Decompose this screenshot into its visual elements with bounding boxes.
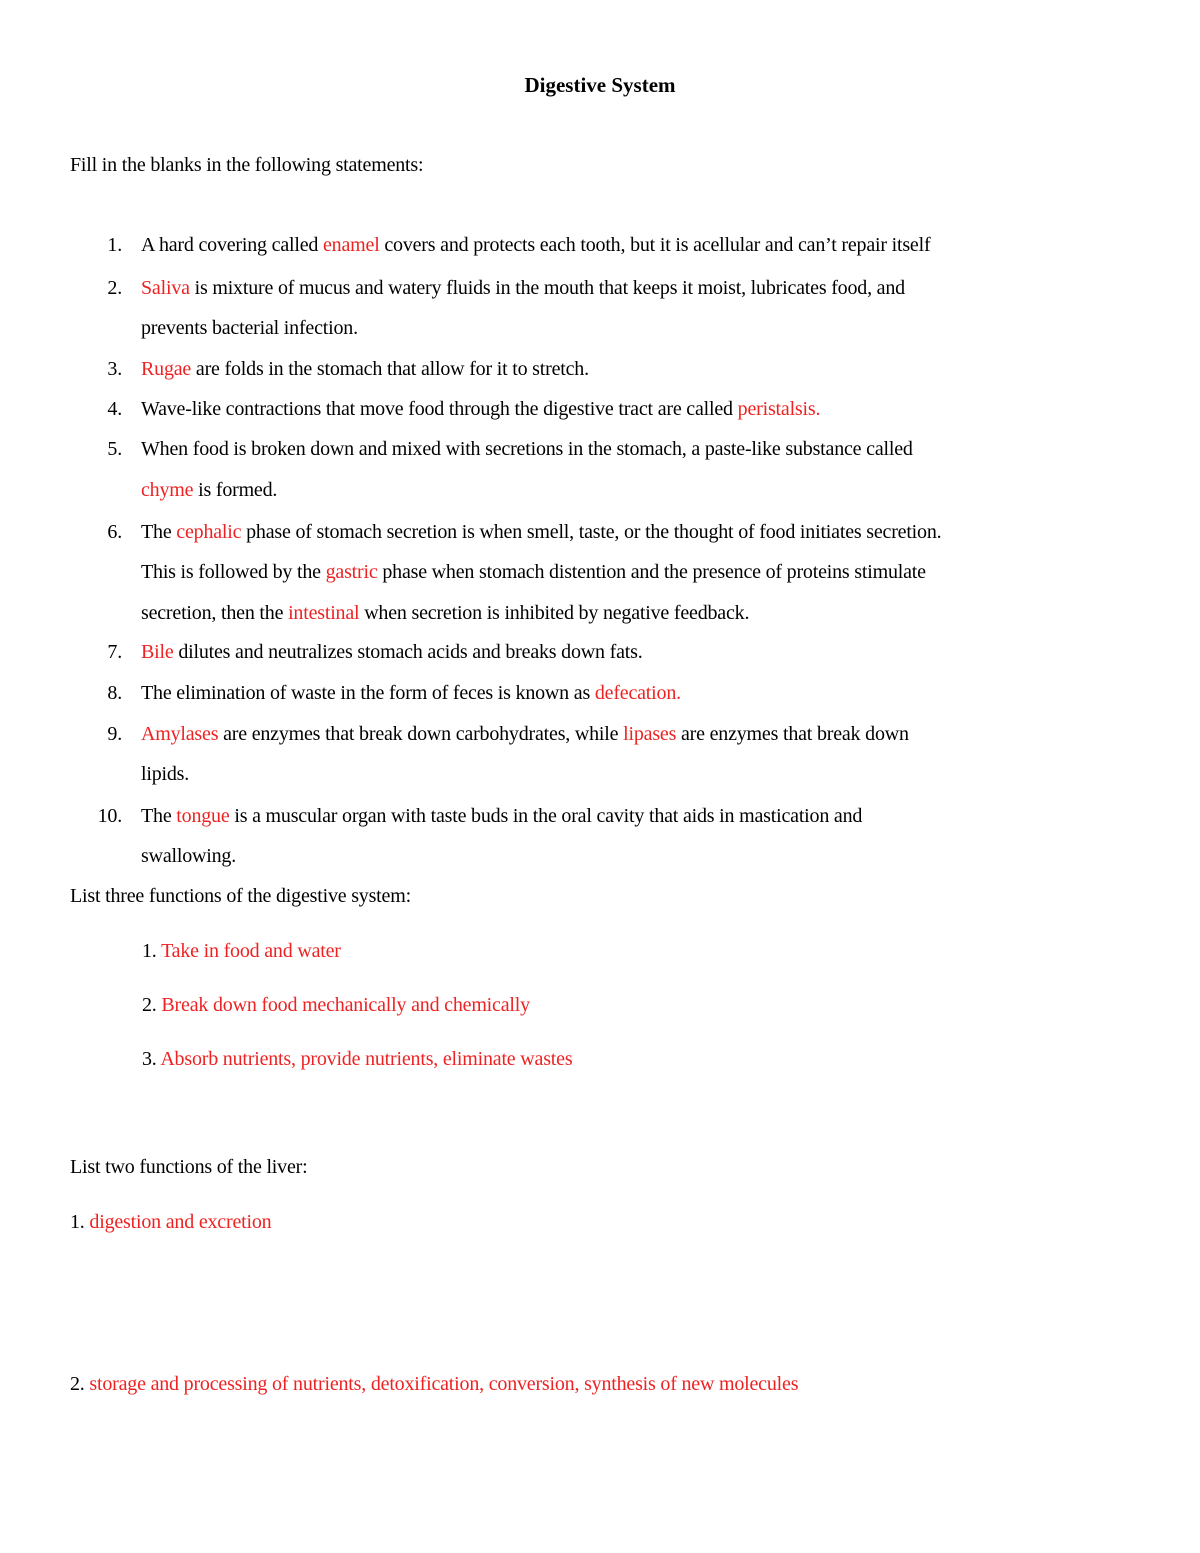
- list-item-line: [141, 761, 189, 787]
- list-item-number: 3.: [107, 358, 122, 380]
- digestive-function-number: 3.: [142, 1048, 157, 1070]
- statement-text: secretion, then the: [141, 602, 289, 624]
- list-item-number: 5.: [107, 438, 122, 460]
- list-item-number: 9.: [107, 723, 122, 745]
- digestive-functions-heading: List three functions of the digestive system:: [70, 885, 411, 907]
- statement-text: when secretion is inhibited by negative feedback.: [359, 602, 750, 624]
- statement-text: A hard covering called: [141, 234, 323, 256]
- list-item-line: [141, 436, 913, 462]
- digestive-function-3: [142, 1046, 572, 1072]
- list-item-line: [141, 639, 643, 665]
- liver-function-answer: storage and processing of nutrients, detoxification, conversion, synthesis of new molecules: [89, 1373, 799, 1395]
- digestive-function-number: 2.: [142, 994, 157, 1016]
- digestive-function-number: 1.: [142, 940, 157, 962]
- answer-text: peristalsis.: [737, 398, 821, 420]
- list-item-line: [141, 680, 681, 706]
- list-item-line: [141, 232, 930, 258]
- answer-text: Saliva: [141, 277, 190, 299]
- statement-text: phase when stomach distention and the presence of proteins stimulate: [377, 561, 926, 583]
- statement-text: are enzymes that break down: [676, 723, 909, 745]
- list-item-line: [141, 275, 905, 301]
- list-item-number: 8.: [107, 682, 122, 704]
- page-title: Digestive System: [524, 73, 676, 97]
- statement-text: This is followed by the: [141, 561, 326, 583]
- fill-in-heading: Fill in the blanks in the following statements:: [70, 154, 424, 176]
- statement-text: are folds in the stomach that allow for it to stretch.: [191, 358, 589, 380]
- list-item-line: [141, 843, 236, 869]
- answer-text: tongue: [176, 805, 230, 827]
- answer-text: enamel: [323, 234, 380, 256]
- liver-functions-heading: List two functions of the liver:: [70, 1156, 308, 1178]
- statement-text: Wave-like contractions that move food through the digestive tract are called: [141, 398, 738, 420]
- list-item-number: 1.: [107, 234, 122, 256]
- list-item-line: [141, 315, 358, 341]
- digestive-function-2: [142, 992, 530, 1018]
- list-item-line: [141, 559, 926, 585]
- list-item-number: 6.: [107, 521, 122, 543]
- digestive-function-1: [142, 938, 341, 964]
- liver-function-2: [70, 1371, 798, 1397]
- statement-text: is mixture of mucus and watery fluids in the mouth that keeps it moist, lubricates food, and: [189, 277, 905, 299]
- statement-text: are enzymes that break down carbohydrates, while: [218, 723, 624, 745]
- answer-text: defecation.: [594, 682, 681, 704]
- list-item-line: [141, 356, 589, 382]
- answer-text: Rugae: [141, 358, 192, 380]
- statement-text: phase of stomach secretion is when smell, taste, or the thought of food initiates secretion.: [241, 521, 942, 543]
- list-item-number: 10.: [97, 805, 122, 827]
- liver-function-answer: digestion and excretion: [89, 1211, 272, 1233]
- list-item-number: 7.: [107, 641, 122, 663]
- answer-text: chyme: [141, 479, 194, 501]
- answer-text: cephalic: [176, 521, 242, 543]
- digestive-function-answer: Take in food and water: [161, 940, 341, 962]
- statement-text: The: [141, 521, 177, 543]
- list-item-line: [141, 519, 941, 545]
- statement-text: covers and protects each tooth, but it is acellular and can’t repair itself: [379, 234, 931, 256]
- answer-text: intestinal: [288, 602, 360, 624]
- statement-text: The: [141, 805, 177, 827]
- statement-text: When food is broken down and mixed with secretions in the stomach, a paste-like substance called: [141, 438, 913, 460]
- list-item-number: 4.: [107, 398, 122, 420]
- liver-function-number: 2.: [70, 1373, 85, 1395]
- statement-text: is a muscular organ with taste buds in the oral cavity that aids in mastication and: [229, 805, 863, 827]
- liver-function-1: [70, 1209, 271, 1235]
- list-item-line: [141, 477, 277, 503]
- digestive-function-answer: Absorb nutrients, provide nutrients, eliminate wastes: [160, 1048, 573, 1070]
- list-item-number: 2.: [107, 277, 122, 299]
- list-item-line: [141, 600, 749, 626]
- answer-text: gastric: [325, 561, 378, 583]
- statement-text: prevents bacterial infection.: [141, 317, 358, 339]
- list-item-line: [141, 721, 909, 747]
- statement-text: is formed.: [193, 479, 278, 501]
- statement-text: dilutes and neutralizes stomach acids and breaks down fats.: [173, 641, 643, 663]
- statement-text: The elimination of waste in the form of feces is known as: [141, 682, 595, 704]
- statement-text: swallowing.: [141, 845, 237, 867]
- answer-text: Amylases: [141, 723, 219, 745]
- answer-text: lipases: [623, 723, 677, 745]
- liver-function-number: 1.: [70, 1211, 85, 1233]
- list-item-line: [141, 396, 820, 422]
- list-item-line: [141, 803, 862, 829]
- statement-text: lipids.: [141, 763, 190, 785]
- digestive-function-answer: Break down food mechanically and chemically: [161, 994, 530, 1016]
- answer-text: Bile: [141, 641, 174, 663]
